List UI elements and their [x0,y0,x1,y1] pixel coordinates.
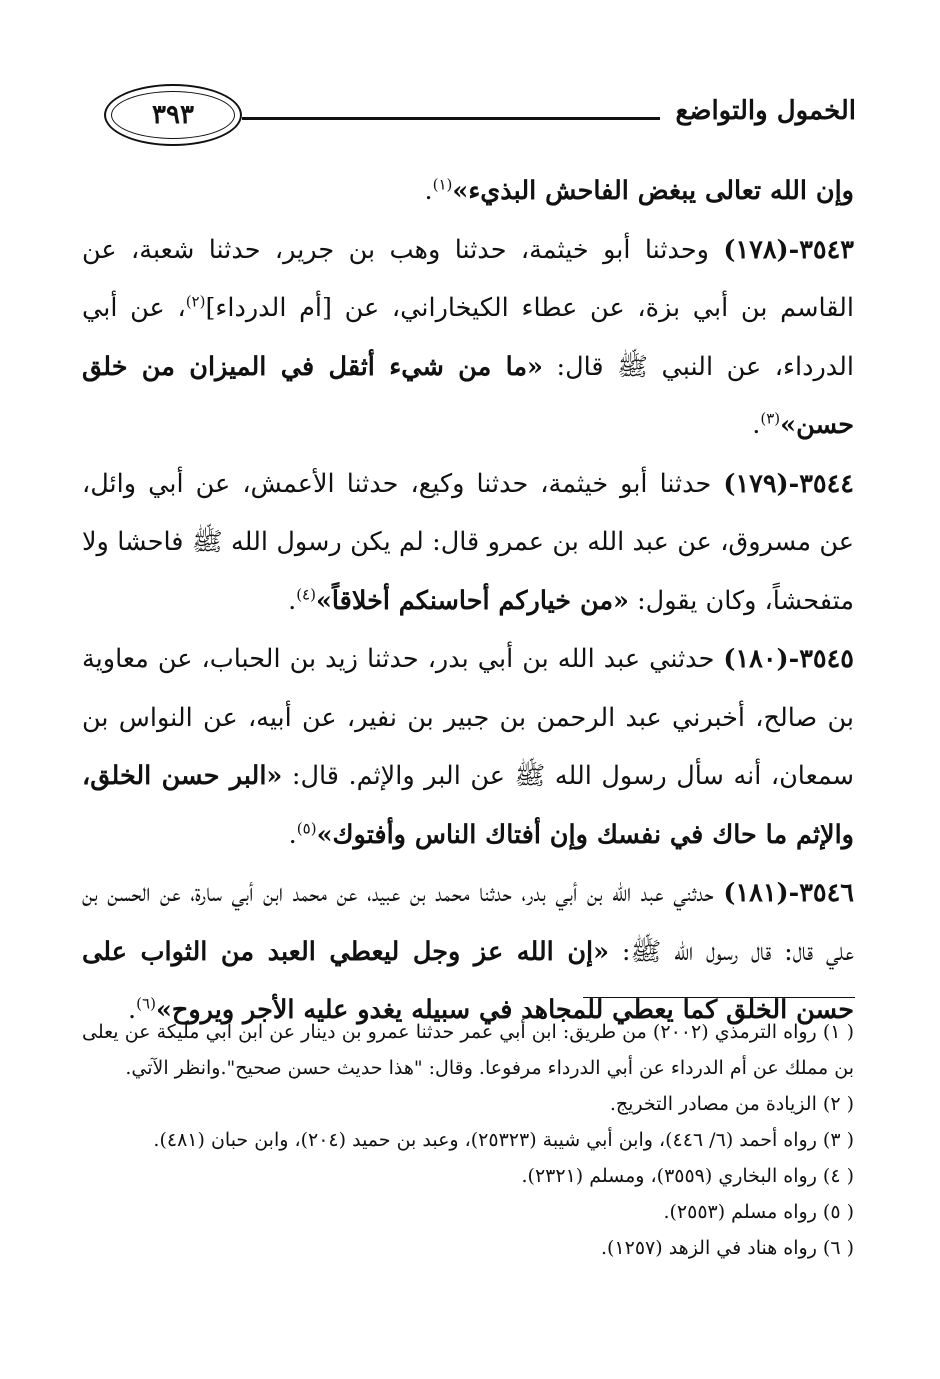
footnote-separator [583,997,855,998]
footnote-ref: (٤) [296,585,316,603]
footnote-ref: (٦) [136,994,156,1013]
matn-text: «ما من شيء أثقل في الميزان من خلق حسن» [82,351,854,440]
page-number: ٣٩٣ [111,91,235,139]
matn-text: «البر حسن الخلق، والإثم ما حاك في نفسك وإن أفتاك الناس وأفتوك» [82,761,854,850]
hadith-3545 [82,630,854,864]
continuation-paragraph [82,162,854,221]
punctuation: . [128,995,137,1025]
punctuation: . [288,819,297,850]
main-text [82,162,854,1040]
footnote-2: ( ٢) الزيادة من مصادر التخريج. [609,1093,854,1115]
footnote-ref: (١) [432,175,453,194]
header-rule [242,117,660,120]
isnad-text: وحدثنا أبو خيثمة، حدثنا وهب بن جرير، حدثنا شعبة، عن القاسم بن أبي بزة، عن عطاء الكيخاراني، عن [أم الدرداء] [82,234,854,323]
isnad-text: حدثنا أبو خيثمة، حدثنا وكيع، حدثنا الأعمش، عن أبي وائل، عن مسروق، عن عبد الله بن عمرو قال: لم يكن رسول الله ﷺ فاحشا ولا متفحشاً، وكان يقول: [82,468,854,616]
matn-text: «إن الله عز وجل ليعطي العبد من الثواب على حسن الخلق كما يعطي للمجاهد في سبيله يغدو عليه الأجر ويروح» [82,936,854,1025]
punctuation: . [288,585,297,616]
quote-text: وإن الله تعالى يبغض الفاحش البذيء» [452,176,854,206]
isnad-text: حدثني عبد الله بن أبي بدر، حدثنا زيد بن الحباب، عن معاوية بن صالح، أخبرني عبد الرحمن بن جبير بن نفير، عن أبيه، عن النواس بن سمعان، أنه سأل رسول الله ﷺ عن البر والإثم. قال: [82,644,854,791]
footnote-5: ( ٥) رواه مسلم (٢٥٥٣). [663,1201,854,1223]
punctuation: . [424,176,433,206]
hadith-3544 [82,455,854,631]
footnote-ref: (٢) [185,292,206,311]
footnote-3: ( ٣) رواه أحمد (٦/ ٤٤٦)، وابن أبي شيبة (٢٥٣٢٣)، وعبد بن حميد (٢٠٤)، وابن حبان (٤٨١). [153,1129,854,1151]
hadith-3543 [82,221,854,455]
page-number-badge [104,84,242,146]
footnote-1: ( ١) رواه الترمذي (٢٠٠٢) من طريق: ابن أبي عمر حدثنا عمرو بن دينار عن ابن أبي مليكة عن يعلى بن مملك عن أم الدرداء عن أبي الدرداء مرفوعا. وقال: "هذا حديث حسن صحيح".وانظر الآتي. [82,1021,854,1079]
hadith-number: ٣٥٤٦-(١٨١) [723,878,854,908]
footnote-ref: (٣) [760,409,781,428]
running-title: الخمول والتواضع [675,96,856,126]
punctuation: . [752,410,761,440]
footnotes [82,1014,854,1266]
hadith-number: ٣٥٤٤-(١٧٩) [723,468,854,499]
footnote-6: ( ٦) رواه هناد في الزهد (١٢٥٧). [600,1237,854,1259]
matn-text: «من خياركم أحاسنكم أخلاقاً» [315,585,629,616]
footnote-ref: (٥) [296,819,317,837]
footnote-4: ( ٤) رواه البخاري (٣٥٥٩)، ومسلم (٢٣٢١). [521,1165,854,1187]
hadith-number: ٣٥٤٥-(١٨٠) [723,644,854,674]
isnad-text: حدثني عبد الله بن أبي بدر، حدثنا محمد بن عبيد، عن محمد ابن أبي سارة، عن الحسن بن علي قال: قال رسول الله ﷺ: [82,878,854,967]
page-header [104,84,860,152]
isnad-text: ، عن أبي الدرداء، عن النبي ﷺ قال: [82,293,854,382]
hadith-number: ٣٥٤٣-(١٧٨) [723,234,854,265]
